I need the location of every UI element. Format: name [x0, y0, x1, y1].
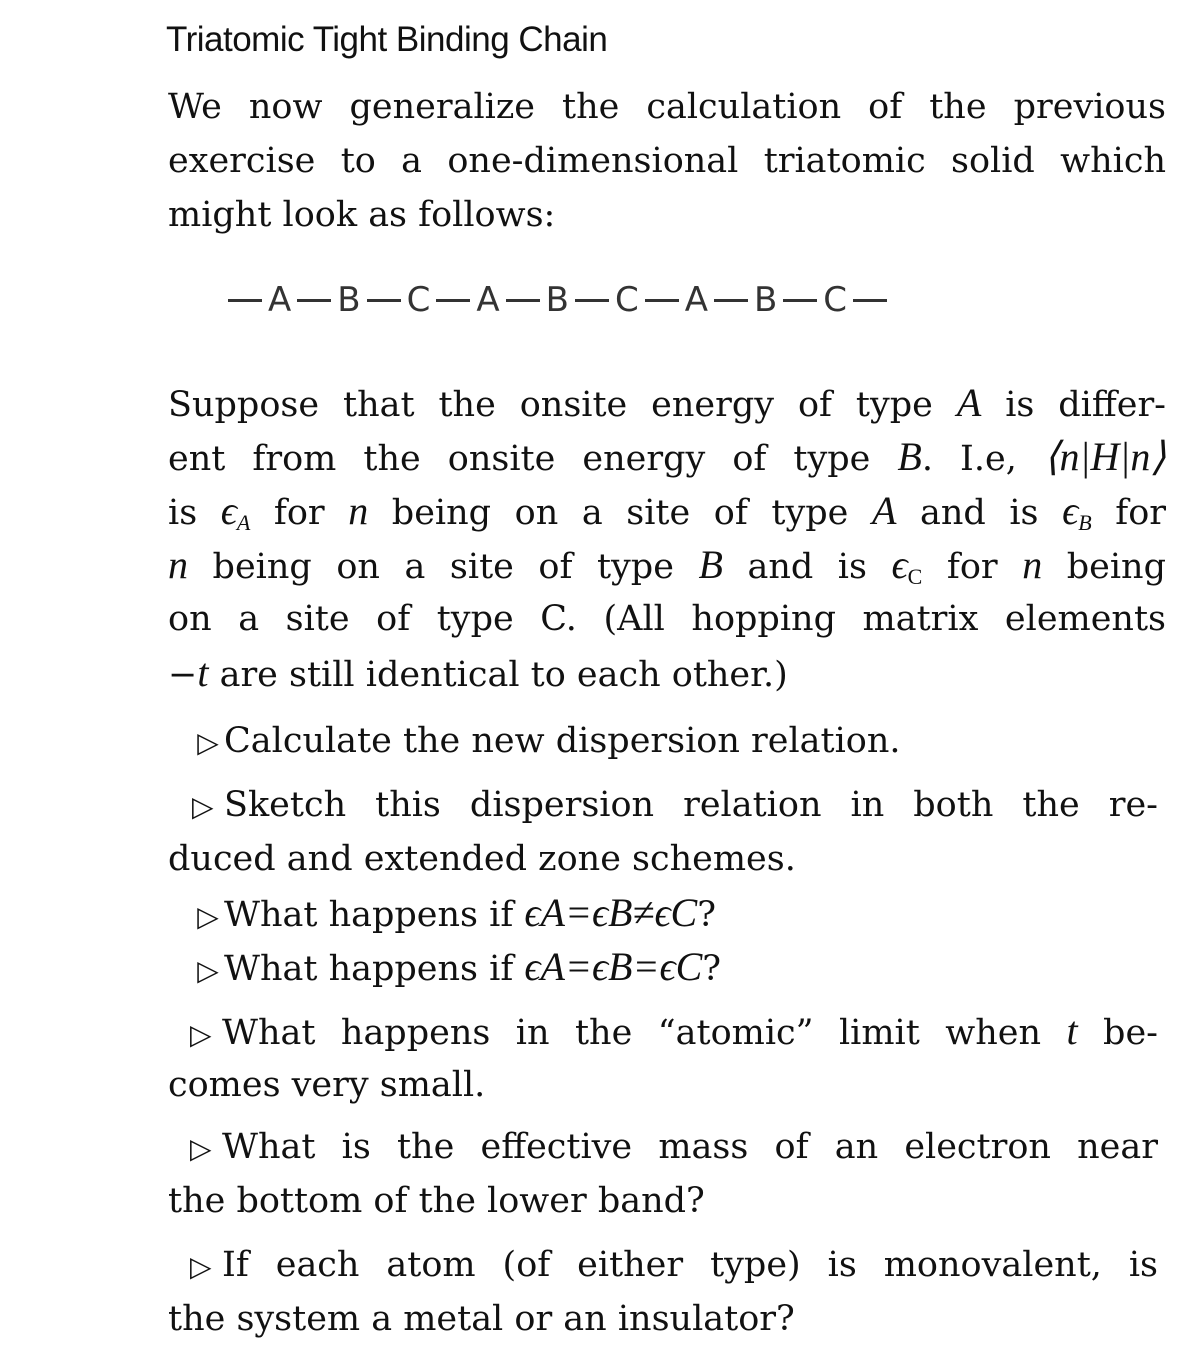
item-line: ▷ Sketch this dispersion relation in both the re-: [168, 778, 1158, 832]
triatomic-chain-diagram: [222, 270, 1030, 330]
bond: [506, 299, 540, 302]
item-line: comes very small.: [168, 1065, 486, 1105]
bond: [783, 299, 817, 302]
item-line: ▷ What happens if ϵA=ϵB≠ϵC?: [168, 886, 1158, 940]
task-item-dispersion: [168, 714, 1158, 768]
p2-line-4: n being on a site of type B and is ϵC for n being: [168, 542, 1166, 589]
item-line: the bottom of the lower band?: [168, 1181, 705, 1221]
task-item-metal-insulator: [168, 1238, 1158, 1346]
task-item-sketch: [168, 778, 1158, 886]
intro-line-3: might look as follows:: [168, 195, 556, 235]
atom-c: C: [823, 280, 848, 320]
triangle-marker-icon: ▷: [192, 790, 214, 823]
item-line: ▷ Calculate the new dispersion relation.: [168, 714, 1158, 768]
p2-line-2: ent from the onsite energy of type B. I.e, ⟨n|H|n⟩: [168, 434, 1166, 479]
bond: [853, 299, 887, 302]
p2-line-6: −t are still identical to each other.): [168, 650, 788, 695]
atom-c: C: [406, 280, 431, 320]
triangle-marker-icon: ▷: [197, 726, 219, 759]
task-item-effective-mass: [168, 1120, 1158, 1228]
p2-line-1: Suppose that the onsite energy of type A is differ-: [168, 380, 1167, 425]
atom-a: A: [684, 280, 708, 320]
intro-paragraph: [168, 80, 1166, 242]
atom-b: B: [753, 280, 778, 320]
bond: [297, 299, 331, 302]
item-line: ▷ What is the effective mass of an electron near: [168, 1120, 1158, 1174]
bond: [645, 299, 679, 302]
p2-line-5: on a site of type C. (All hopping matrix elements: [168, 599, 1166, 639]
bond: [367, 299, 401, 302]
triangle-marker-icon: ▷: [190, 1132, 212, 1165]
section-title: Triatomic Tight Binding Chain: [166, 20, 608, 59]
atom-b: B: [545, 280, 569, 320]
bond: [436, 299, 470, 302]
triangle-marker-icon: ▷: [190, 1250, 212, 1283]
item-line: the system a metal or an insulator?: [168, 1299, 795, 1339]
item-line: ▷ What happens if ϵA=ϵB=ϵC?: [168, 940, 1158, 994]
bond: [575, 299, 609, 302]
p2-line-3: is $\epsilon_A$ for n being on a site of type A and is $\epsilon_B$ for: [168, 488, 1166, 535]
triangle-marker-icon: ▷: [197, 954, 219, 987]
intro-line-2: exercise to a one-dimensional triatomic solid which: [168, 141, 1166, 181]
task-item-atomic-limit: [168, 1004, 1158, 1112]
atom-b: B: [337, 280, 361, 320]
task-item-eps-unequal: [168, 886, 1158, 940]
task-item-eps-equal: [168, 940, 1158, 994]
intro-line-1: We now generalize the calculation of the previous: [168, 87, 1166, 127]
onsite-energy-paragraph: [168, 376, 1166, 700]
bond: [714, 299, 748, 302]
triangle-marker-icon: ▷: [190, 1018, 212, 1051]
triangle-marker-icon: ▷: [197, 900, 219, 933]
bond: [228, 299, 262, 302]
item-line: ▷ If each atom (of either type) is monovalent, is: [168, 1238, 1158, 1292]
atom-a: A: [476, 280, 500, 320]
atom-a: A: [268, 280, 292, 320]
atom-c: C: [614, 280, 639, 320]
item-line: duced and extended zone schemes.: [168, 839, 796, 879]
item-line: ▷ What happens in the “atomic” limit when t be-: [168, 1004, 1158, 1058]
